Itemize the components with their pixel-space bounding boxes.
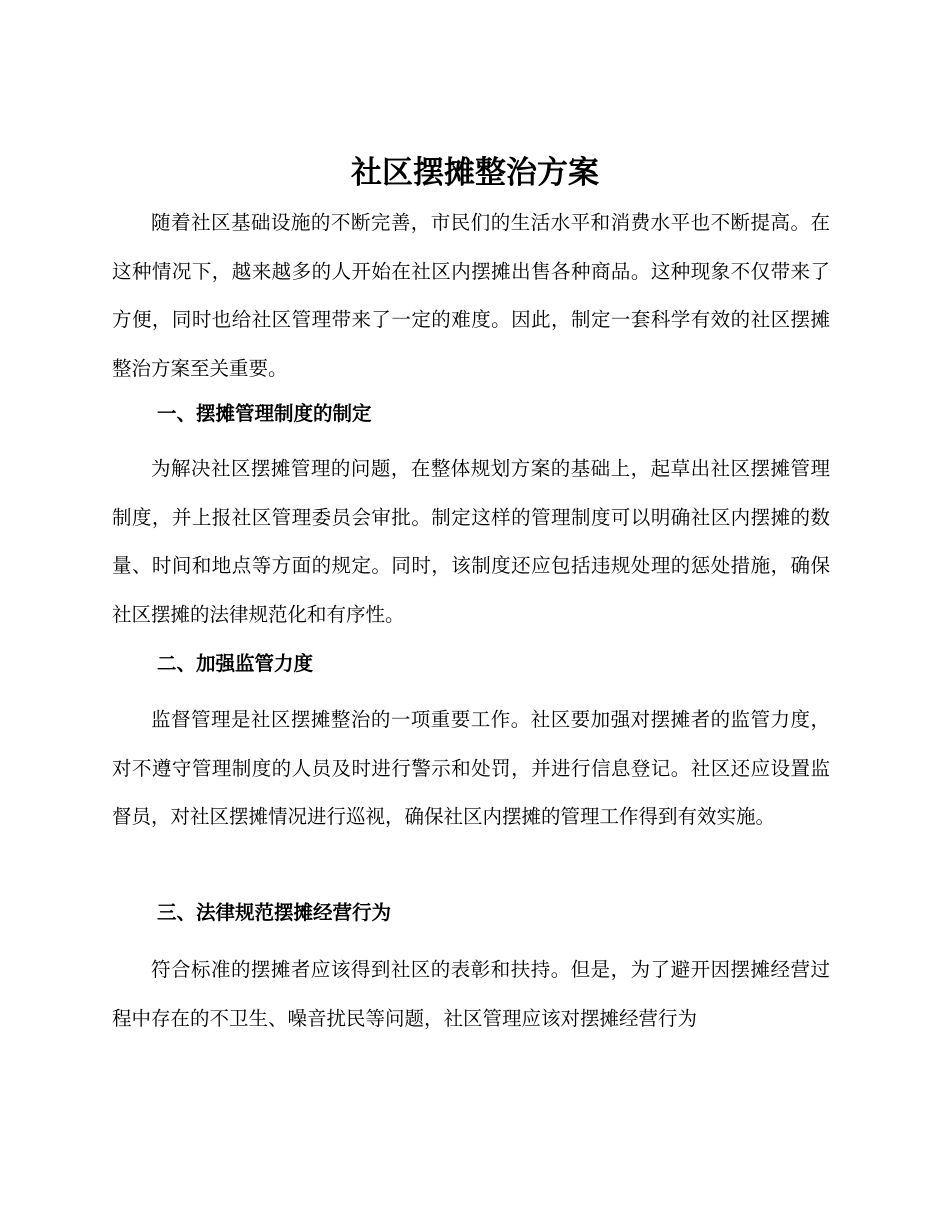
section-paragraph-1: 为解决社区摆摊管理的问题，在整体规划方案的基础上，起草出社区摆摊管理制度，并上报社区管理委员会审批。制定这样的管理制度可以明确社区内摆摊的数量、时间和地点等方面的规定。同时，该制度还应包括违规处理的惩处措施，确保社区摆摊的法律规范化和有序性。	[112, 457, 830, 626]
document-title: 社区摆摊整治方案	[351, 155, 599, 191]
section-heading-3: 三、法律规范摆摊经营行为	[157, 901, 392, 924]
section-heading-1: 一、摆摊管理制度的制定	[157, 402, 372, 425]
intro-paragraph: 随着社区基础设施的不断完善，市民们的生活水平和消费水平也不断提高。在这种情况下，越来越多的人开始在社区内摆摊出售各种商品。这种现象不仅带来了方便，同时也给社区管理带来了一定的难度。因此，制定一套科学有效的社区摆摊整治方案至关重要。	[112, 211, 830, 380]
section-paragraph-3: 符合标准的摆摊者应该得到社区的表彰和扶持。但是，为了避开因摆摊经营过程中存在的不卫生、噪音扰民等问题，社区管理应该对摆摊经营行为	[112, 958, 830, 1030]
section-paragraph-2: 监督管理是社区摆摊整治的一项重要工作。社区要加强对摆摊者的监管力度，对不遵守管理制度的人员及时进行警示和处罚，并进行信息登记。社区还应设置监督员，对社区摆摊情况进行巡视，确保社区内摆摊的管理工作得到有效实施。	[112, 708, 830, 828]
section-heading-2: 二、加强监管力度	[157, 652, 314, 675]
